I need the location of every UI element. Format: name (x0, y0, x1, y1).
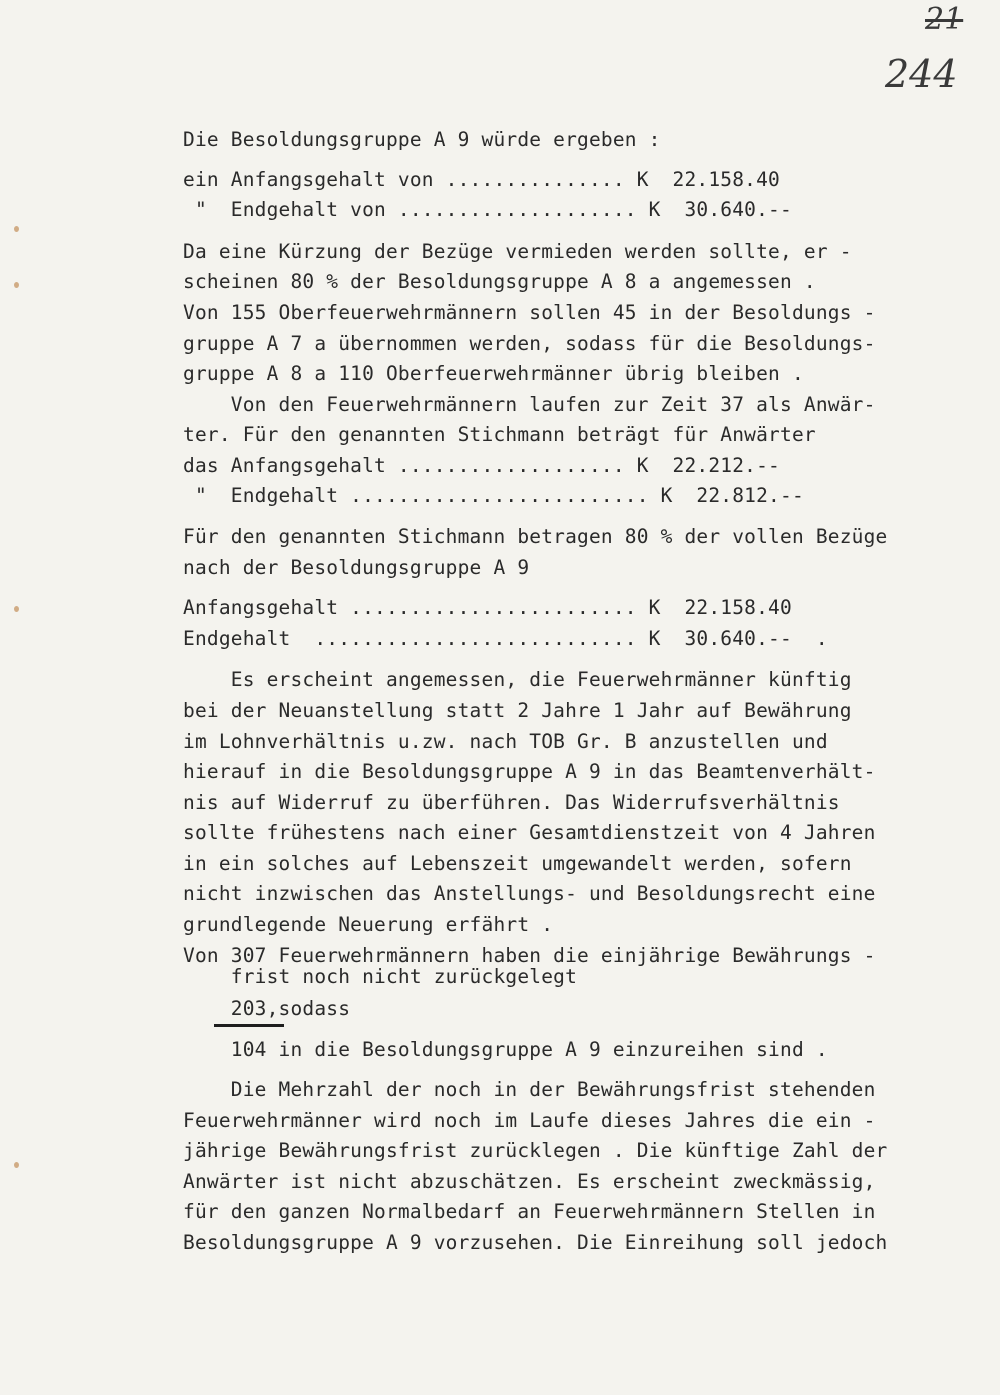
text-line: nach der Besoldungsgruppe A 9 (183, 556, 530, 579)
text-line: nis auf Widerruf zu überführen. Das Widerrufsverhältnis (183, 791, 840, 814)
text-line: jährige Bewährungsfrist zurücklegen . Die künftige Zahl der (183, 1139, 888, 1162)
text-line: Von 307 Feuerwehrmännern haben die einjährige Bewährungs - (183, 944, 876, 967)
text-line: Anwärter ist nicht abzuschätzen. Es erscheint zweckmässig, (183, 1170, 876, 1193)
text-line: Die Mehrzahl der noch in der Bewährungsfrist stehenden (183, 1078, 876, 1101)
text-line: Für den genannten Stichmann betragen 80 % der vollen Bezüge (183, 525, 888, 548)
text-line: ter. Für den genannten Stichmann beträgt für Anwärter (183, 423, 816, 446)
text-line: Es erscheint angemessen, die Feuerwehrmänner künftig (183, 668, 852, 691)
text-line: Feuerwehrmänner wird noch im Laufe dieses Jahres die ein - (183, 1109, 876, 1132)
text-line: " Endgehalt von .................... K 30.640.-- (183, 198, 792, 221)
text-line: Anfangsgehalt ........................ K 22.158.40 (183, 596, 792, 619)
text-line: hierauf in die Besoldungsgruppe A 9 in das Beamtenverhält- (183, 760, 876, 783)
text-line: grundlegende Neuerung erfährt . (183, 913, 554, 936)
text-line: Von den Feuerwehrmännern laufen zur Zeit 37 als Anwär- (183, 393, 876, 416)
text-line: das Anfangsgehalt ................... K 22.212.-- (183, 454, 780, 477)
punch-hole-mark (14, 226, 19, 232)
punch-hole-mark (14, 282, 19, 288)
punch-hole-mark (14, 1162, 19, 1168)
text-line: Endgehalt ........................... K 30.640.-- . (183, 627, 828, 650)
text-line: Da eine Kürzung der Bezüge vermieden werden sollte, er - (183, 240, 852, 263)
new-page-number: 244 (885, 52, 958, 96)
text-line: 104 in die Besoldungsgruppe A 9 einzureihen sind . (183, 1038, 828, 1061)
text-line: gruppe A 8 a 110 Oberfeuerwehrmänner übrig bleiben . (183, 362, 804, 385)
text-line: Von 155 Oberfeuerwehrmännern sollen 45 in der Besoldungs - (183, 301, 876, 324)
old-page-number: 21 (925, 2, 964, 37)
text-line: Besoldungsgruppe A 9 vorzusehen. Die Einreihung soll jedoch (183, 1231, 888, 1254)
text-line: " Endgehalt ......................... K 22.812.-- (183, 484, 804, 507)
text-line: frist noch nicht zurückgelegt (183, 965, 578, 988)
text-line: 203,sodass (183, 997, 351, 1020)
text-line: ein Anfangsgehalt von ............... K 22.158.40 (183, 168, 780, 191)
text-line: für den ganzen Normalbedarf an Feuerwehrmännern Stellen in (183, 1200, 876, 1223)
text-line: nicht inzwischen das Anstellungs- und Besoldungsrecht eine (183, 882, 876, 905)
subtraction-rule (214, 1024, 284, 1027)
text-line: scheinen 80 % der Besoldungsgruppe A 8 a angemessen . (183, 270, 816, 293)
text-line: gruppe A 7 a übernommen werden, sodass für die Besoldungs- (183, 332, 876, 355)
text-line: sollte frühestens nach einer Gesamtdienstzeit von 4 Jahren (183, 821, 876, 844)
text-line: bei der Neuanstellung statt 2 Jahre 1 Jahr auf Bewährung (183, 699, 852, 722)
text-line: in ein solches auf Lebenszeit umgewandelt werden, sofern (183, 852, 852, 875)
punch-hole-mark (14, 606, 19, 612)
text-line: im Lohnverhältnis u.zw. nach TOB Gr. B anzustellen und (183, 730, 828, 753)
text-line: Die Besoldungsgruppe A 9 würde ergeben : (183, 128, 661, 151)
